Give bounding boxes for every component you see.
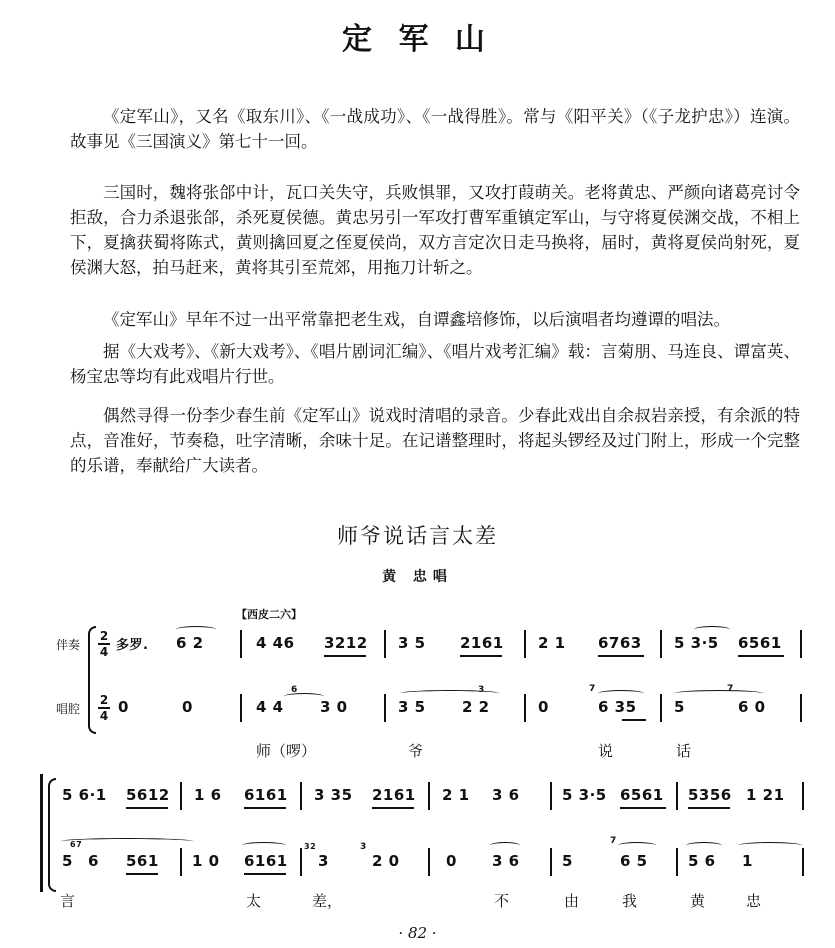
intro-paragraph-4: 据《大戏考》、《新大戏考》、《唱片剧词汇编》、《唱片戏考汇编》载：言菊朋、马连良、谭富英、杨宝忠等均有此戏唱片行世。	[70, 342, 800, 386]
bar-line	[180, 782, 182, 810]
grace-note: 7	[727, 684, 734, 694]
beam	[244, 807, 286, 809]
note-group: 5 3·5	[674, 634, 719, 652]
note-group: 5 6	[688, 852, 716, 870]
beam	[460, 655, 502, 657]
accompaniment-label: 伴奏	[56, 638, 81, 652]
note-group: 4 46	[256, 634, 295, 652]
lyric: 我	[622, 892, 638, 910]
note-group: 6763	[598, 634, 642, 652]
bar-line	[802, 782, 804, 810]
page-title: 定 军 山	[342, 22, 493, 57]
bar-line	[676, 782, 678, 810]
grace-note: 3	[360, 842, 367, 852]
bar-line	[800, 630, 802, 658]
time-sig-bottom: 4	[99, 708, 109, 723]
slur	[176, 626, 216, 633]
note-group: 2 0	[372, 852, 400, 870]
note-group: 3212	[324, 634, 368, 652]
slur	[284, 693, 324, 700]
slur	[242, 842, 286, 849]
note-group: 2 1	[538, 634, 566, 652]
note-group: 6161	[244, 786, 288, 804]
grace-note: 32	[304, 842, 317, 851]
note-group: 2161	[372, 786, 416, 804]
note-group: 5	[62, 852, 73, 870]
singer-credit: 黄 忠唱	[382, 569, 453, 585]
lyric: 太	[246, 892, 262, 910]
note-group: 0	[538, 698, 549, 716]
grace-note: 7	[610, 836, 617, 846]
system-bracket	[40, 774, 43, 892]
beam	[738, 655, 784, 657]
bar-line	[384, 630, 386, 658]
note-group: 3 6	[492, 786, 520, 804]
lyric: 言	[60, 892, 76, 910]
bar-line	[800, 694, 802, 722]
note-group: 0	[182, 698, 193, 716]
tempo-marking: 【西皮二六】	[236, 608, 302, 621]
bar-line	[300, 848, 302, 876]
note-group: 6561	[738, 634, 782, 652]
note-group: 3 0	[320, 698, 348, 716]
beam	[372, 807, 414, 809]
bar-line	[240, 630, 242, 658]
grace-note: 67	[70, 840, 83, 849]
bar-line	[428, 782, 430, 810]
note-group: 3 5	[398, 698, 426, 716]
note-group: 1	[742, 852, 753, 870]
beam	[324, 655, 366, 657]
note-group: 0	[446, 852, 457, 870]
lyric: 差，	[312, 892, 343, 910]
bar-line	[676, 848, 678, 876]
time-signature	[98, 630, 110, 658]
slur	[60, 838, 194, 845]
bar-line	[300, 782, 302, 810]
note-group: 2 1	[442, 786, 470, 804]
slur	[490, 842, 520, 849]
beam	[126, 807, 168, 809]
bar-line	[524, 694, 526, 722]
lyric: 说	[598, 742, 614, 760]
staff-brace	[88, 626, 96, 734]
bar-line	[660, 694, 662, 722]
lyric: 黄	[690, 892, 706, 910]
lyric: 爷	[408, 742, 424, 760]
beam	[688, 807, 730, 809]
bar-line	[802, 848, 804, 876]
slur	[618, 842, 656, 849]
note-group: 3 5	[398, 634, 426, 652]
note-group: 1 21	[746, 786, 785, 804]
note-group: 5612	[126, 786, 170, 804]
bar-line	[660, 630, 662, 658]
note-group: 1 0	[192, 852, 220, 870]
lyric: 由	[564, 892, 580, 910]
note-group: 5 6·1	[62, 786, 107, 804]
note-group: 5	[674, 698, 685, 716]
slur	[686, 842, 722, 849]
grace-note: 3	[478, 685, 485, 695]
bar-line	[550, 848, 552, 876]
bar-line	[524, 630, 526, 658]
note-group: 6 5	[620, 852, 648, 870]
note-group: 4 4	[256, 698, 284, 716]
note-group: 5356	[688, 786, 732, 804]
note-group: 5 3·5	[562, 786, 607, 804]
note-group: 6	[88, 852, 99, 870]
note-group: 6 2	[176, 634, 204, 652]
page-number: · 82 ·	[398, 924, 437, 942]
intro-paragraph-1: 《定军山》，又名《取东川》、《一战成功》、《一战得胜》。常与《阳平关》（《子龙护忠》）连演。故事见《三国演义》第七十一回。	[70, 107, 800, 151]
note-group: 6561	[620, 786, 664, 804]
note-group: 3	[318, 852, 329, 870]
note-group: 6161	[244, 852, 288, 870]
note-group: 0	[118, 698, 129, 716]
time-signature	[98, 694, 110, 722]
lyric: 师（啰）	[256, 742, 317, 760]
note-group: 6 35	[598, 698, 637, 716]
bar-line	[240, 694, 242, 722]
note-group: 1 6	[194, 786, 222, 804]
slur	[598, 690, 644, 697]
slur	[738, 842, 802, 849]
note-group: 2161	[460, 634, 504, 652]
time-sig-top: 2	[99, 693, 109, 707]
beam	[622, 719, 646, 721]
vocal-label: 唱腔	[56, 702, 81, 716]
bar-line	[428, 848, 430, 876]
beam	[598, 655, 644, 657]
staff-brace	[48, 778, 56, 892]
grace-note: 7	[589, 684, 596, 694]
bar-line	[550, 782, 552, 810]
note-group: 多罗.	[116, 638, 149, 653]
time-sig-bottom: 4	[99, 644, 109, 659]
bar-line	[384, 694, 386, 722]
slur	[674, 690, 764, 697]
lyric: 忠	[746, 892, 762, 910]
intro-paragraph-3: 《定军山》早年不过一出平常靠把老生戏，自谭鑫培修饰，以后演唱者均遵谭的唱法。	[103, 310, 730, 329]
note-group: 561	[126, 852, 159, 870]
time-sig-top: 2	[99, 629, 109, 643]
beam	[126, 873, 158, 875]
intro-paragraph-2: 三国时，魏将张郃中计，瓦口关失守，兵败惧罪，又攻打葭萌关。老将黄忠、严颜向诸葛亮讨令拒敌，合力杀退张郃，杀死夏侯德。黄忠另引一军攻打曹军重镇定军山，与守将夏侯渊交战，不相上下，夏擒获蜀将陈式，黄则擒回夏之侄夏侯尚，双方言定次日走马换将，届时，黄将夏侯尚射死，夏侯渊大怒，拍马赶来，黄将其引至荒郊，用拖刀计斩之。	[70, 183, 800, 277]
note-group: 3 35	[314, 786, 353, 804]
grace-note: 6	[291, 685, 298, 695]
note-group: 5	[562, 852, 573, 870]
beam	[620, 807, 666, 809]
slur	[694, 626, 730, 633]
song-title: 师爷说话言太差	[337, 524, 498, 548]
note-group: 3 6	[492, 852, 520, 870]
bar-line	[180, 848, 182, 876]
intro-paragraph-5: 偶然寻得一份李少春生前《定军山》说戏时清唱的录音。少春此戏出自余叔岩亲授，有余派的特点，音准好，节奏稳，吐字清晰，余味十足。在记谱整理时，将起头锣经及过门附上，形成一个完整的乐谱，奉献给广大读者。	[70, 406, 800, 475]
note-group: 6 0	[738, 698, 766, 716]
note-group: 2 2	[462, 698, 490, 716]
beam	[244, 873, 286, 875]
lyric: 不	[494, 892, 510, 910]
slur	[400, 690, 500, 697]
lyric: 话	[676, 742, 692, 760]
